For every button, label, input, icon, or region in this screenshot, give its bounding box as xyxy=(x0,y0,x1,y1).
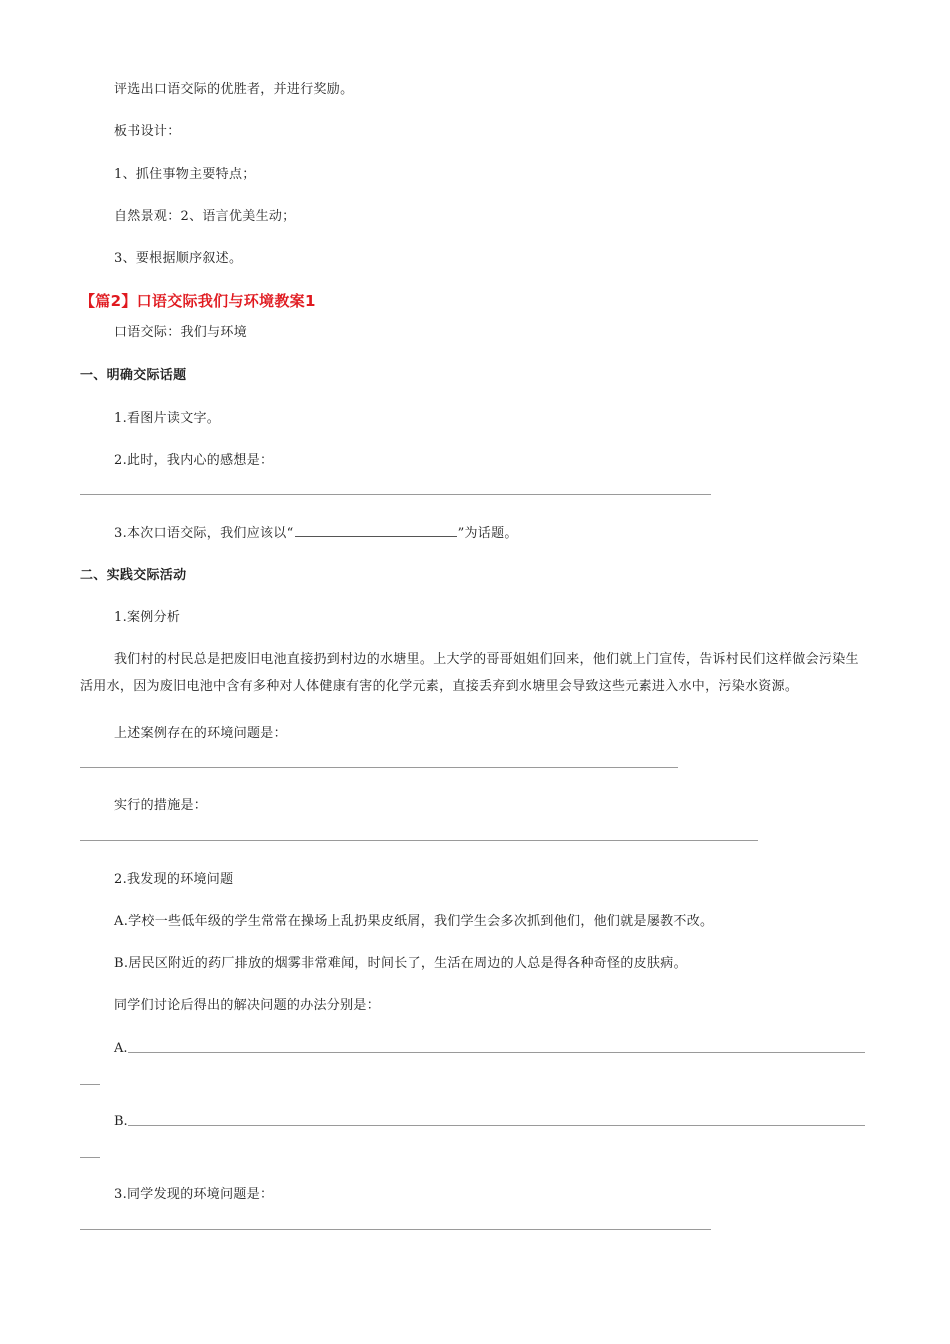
section-title: 【篇2】口语交际我们与环境教案1 xyxy=(80,292,316,310)
heading-part-1: 一、明确交际话题 xyxy=(80,368,187,383)
text-line-board-design: 板书设计： xyxy=(114,124,181,139)
text-line-point-1: 1、抓住事物主要特点； xyxy=(114,167,256,182)
text-line-point-2: 自然景观：2、语言优美生动； xyxy=(114,209,296,224)
answer-line[interactable] xyxy=(80,1229,711,1230)
part1-item-1: 1.看图片读文字。 xyxy=(114,411,221,426)
part2-item-2: 2.我发现的环境问题 xyxy=(114,872,234,887)
answer-line-a[interactable] xyxy=(128,1052,865,1053)
topic-blank[interactable] xyxy=(295,524,457,537)
part1-item-2: 2.此时，我内心的感想是： xyxy=(114,453,274,468)
solution-label: 同学们讨论后得出的解决问题的办法分别是： xyxy=(114,998,381,1013)
answer-line[interactable] xyxy=(80,494,711,495)
text-line-award: 评选出口语交际的优胜者，并进行奖励。 xyxy=(114,82,354,97)
part1-item-3-after: ”为话题。 xyxy=(457,526,518,541)
case-paragraph: 我们村的村民总是把废旧电池直接扔到村边的水塘里。上大学的哥哥姐姐们回来，他们就上门宣传，告诉村民们这样做会污染生活用水，因为废旧电池中含有多种对人体健康有害的化学元素，直接丢弃到水塘里会导致这些元素进入水中，污染水资源。 xyxy=(80,652,859,694)
text-line-point-3: 3、要根据顺序叙述。 xyxy=(114,251,243,266)
answer-line[interactable] xyxy=(80,840,758,841)
item-2-a: A.学校一些低年级的学生常常在操场上乱扔果皮纸屑，我们学生会多次抓到他们，他们就是屡教不改。 xyxy=(114,914,714,929)
answer-line-b[interactable] xyxy=(128,1125,865,1126)
heading-part-2: 二、实践交际活动 xyxy=(80,568,187,583)
item-2-b: B.居民区附近的药厂排放的烟雾非常难闻，时间长了，生活在周边的人总是得各种奇怪的皮肤病。 xyxy=(114,956,687,971)
part2-item-3: 3.同学发现的环境问题是： xyxy=(114,1187,274,1202)
part1-item-3-before: 3.本次口语交际，我们应该以“ xyxy=(114,526,294,541)
problem-label: 上述案例存在的环境问题是： xyxy=(114,726,287,741)
subtitle: 口语交际：我们与环境 xyxy=(114,325,248,340)
part1-item-3 xyxy=(114,524,518,543)
measure-label: 实行的措施是： xyxy=(114,798,208,813)
answer-a-label: A. xyxy=(114,1041,128,1056)
part2-item-1: 1.案例分析 xyxy=(114,610,181,625)
answer-line-b-cont[interactable] xyxy=(80,1157,100,1158)
answer-line-a-cont[interactable] xyxy=(80,1084,100,1085)
answer-line[interactable] xyxy=(80,767,678,768)
answer-b-label: B. xyxy=(114,1114,128,1129)
